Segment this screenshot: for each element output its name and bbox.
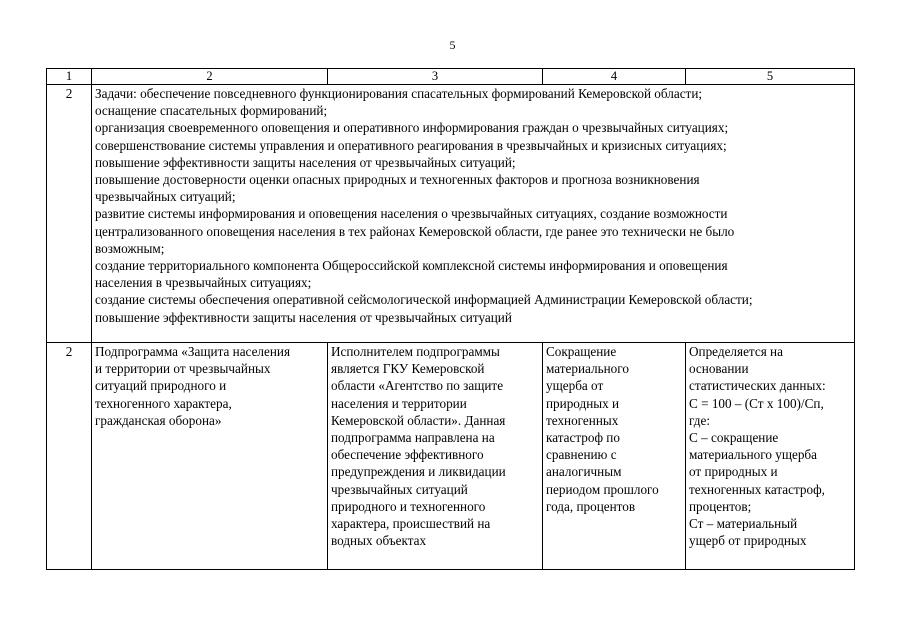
subprogram-name-line: Подпрограмма «Защита населения — [95, 344, 291, 359]
method-line: С = 100 – (Ст х 100)/Сп, — [689, 395, 824, 411]
method-line: ущерб от природных — [689, 533, 807, 549]
tasks-line: централизованного оповещения населения в тех районах Кемеровской области, где ранее это технически не было — [95, 223, 735, 239]
method-line: статистических данных: — [689, 378, 826, 394]
page-number: 5 — [449, 38, 456, 52]
executor-line: подпрограмма направлена на — [331, 430, 495, 446]
executor-line: Кемеровской области». Данная — [331, 412, 506, 428]
tasks-line: населения в чрезвычайных ситуациях; — [95, 275, 312, 291]
executor-line: водных объектах — [331, 533, 427, 549]
executor-line: области «Агентство по защите — [331, 378, 504, 394]
row-number: 2 — [47, 343, 92, 570]
method-line: основании — [689, 361, 749, 377]
column-number-4: 4 — [543, 69, 686, 85]
executor-line: чрезвычайных ситуаций — [331, 481, 468, 497]
column-number-2: 2 — [92, 69, 328, 85]
indicator-cell — [543, 343, 686, 570]
indicator-line: Сокращение — [546, 344, 617, 359]
indicator-line: года, процентов — [546, 498, 636, 514]
executor-line: характера, происшествий на — [331, 516, 491, 532]
method-line: от природных и — [689, 464, 778, 480]
indicator-line: материального — [546, 361, 629, 377]
subprogram-name-line: ситуаций природного и — [95, 378, 227, 394]
tasks-line: повышение эффективности защиты населения от чрезвычайных ситуаций — [95, 309, 512, 325]
program-table — [46, 68, 855, 570]
table-row-subprogram — [47, 343, 855, 570]
method-line: материального ущерба — [689, 447, 817, 463]
executor-line: является ГКУ Кемеровской — [331, 361, 485, 377]
table-header-row — [47, 69, 855, 85]
executor-line: природного и техногенного — [331, 498, 486, 514]
method-line: С – сокращение — [689, 430, 779, 446]
tasks-line: чрезвычайных ситуаций; — [95, 189, 236, 205]
method-cell — [686, 343, 855, 570]
method-line: Ст – материальный — [689, 516, 798, 532]
table-row-tasks — [47, 85, 855, 343]
indicator-line: периодом прошлого — [546, 481, 659, 497]
column-number-5: 5 — [686, 69, 855, 85]
indicator-line: аналогичным — [546, 464, 622, 480]
tasks-line: оснащение спасательных формирований; — [95, 103, 328, 119]
tasks-line: развитие системы информирования и оповещения населения о чрезвычайных ситуациях, создание возможности — [95, 206, 728, 222]
indicator-line: техногенных — [546, 412, 619, 428]
subprogram-name-line: гражданская оборона» — [95, 412, 222, 428]
method-line: техногенных катастроф, — [689, 481, 825, 497]
executor-line: Исполнителем подпрограммы — [331, 344, 500, 359]
indicator-line: сравнению с — [546, 447, 617, 463]
column-number-3: 3 — [328, 69, 543, 85]
tasks-line: совершенствование системы управления и оперативного реагирования в чрезвычайных и кризисных ситуациях; — [95, 137, 727, 153]
method-line: процентов; — [689, 498, 752, 514]
tasks-cell — [92, 85, 855, 343]
tasks-line: повышение достоверности оценки опасных природных и техногенных факторов и прогноза возникновения — [95, 172, 700, 188]
subprogram-name-cell — [92, 343, 328, 570]
method-line: Определяется на — [689, 344, 783, 359]
indicator-line: ущерба от — [546, 378, 604, 394]
tasks-line: повышение эффективности защиты населения от чрезвычайных ситуаций; — [95, 154, 516, 170]
tasks-line: создание территориального компонента Общероссийской комплексной системы информирования и оповещения — [95, 258, 728, 274]
tasks-line: создание системы обеспечения оперативной сейсмологической информацией Администрации Кемеровской области; — [95, 292, 753, 308]
subprogram-name-line: и территории от чрезвычайных — [95, 361, 271, 377]
executor-cell — [328, 343, 543, 570]
executor-line: предупреждения и ликвидации — [331, 464, 506, 480]
indicator-line: природных и — [546, 395, 620, 411]
subprogram-name-line: техногенного характера, — [95, 395, 232, 411]
executor-line: обеспечение эффективного — [331, 447, 484, 463]
row-number: 2 — [47, 85, 92, 343]
indicator-line: катастроф по — [546, 430, 620, 446]
tasks-line: возможным; — [95, 240, 165, 256]
tasks-line: Задачи: обеспечение повседневного функционирования спасательных формирований Кемеровской области; — [95, 86, 703, 101]
executor-line: населения и территории — [331, 395, 467, 411]
column-number-1: 1 — [47, 69, 92, 85]
method-line: где: — [689, 412, 710, 428]
tasks-line: организация своевременного оповещения и оперативного информирования граждан о чрезвычайных ситуациях; — [95, 120, 729, 136]
